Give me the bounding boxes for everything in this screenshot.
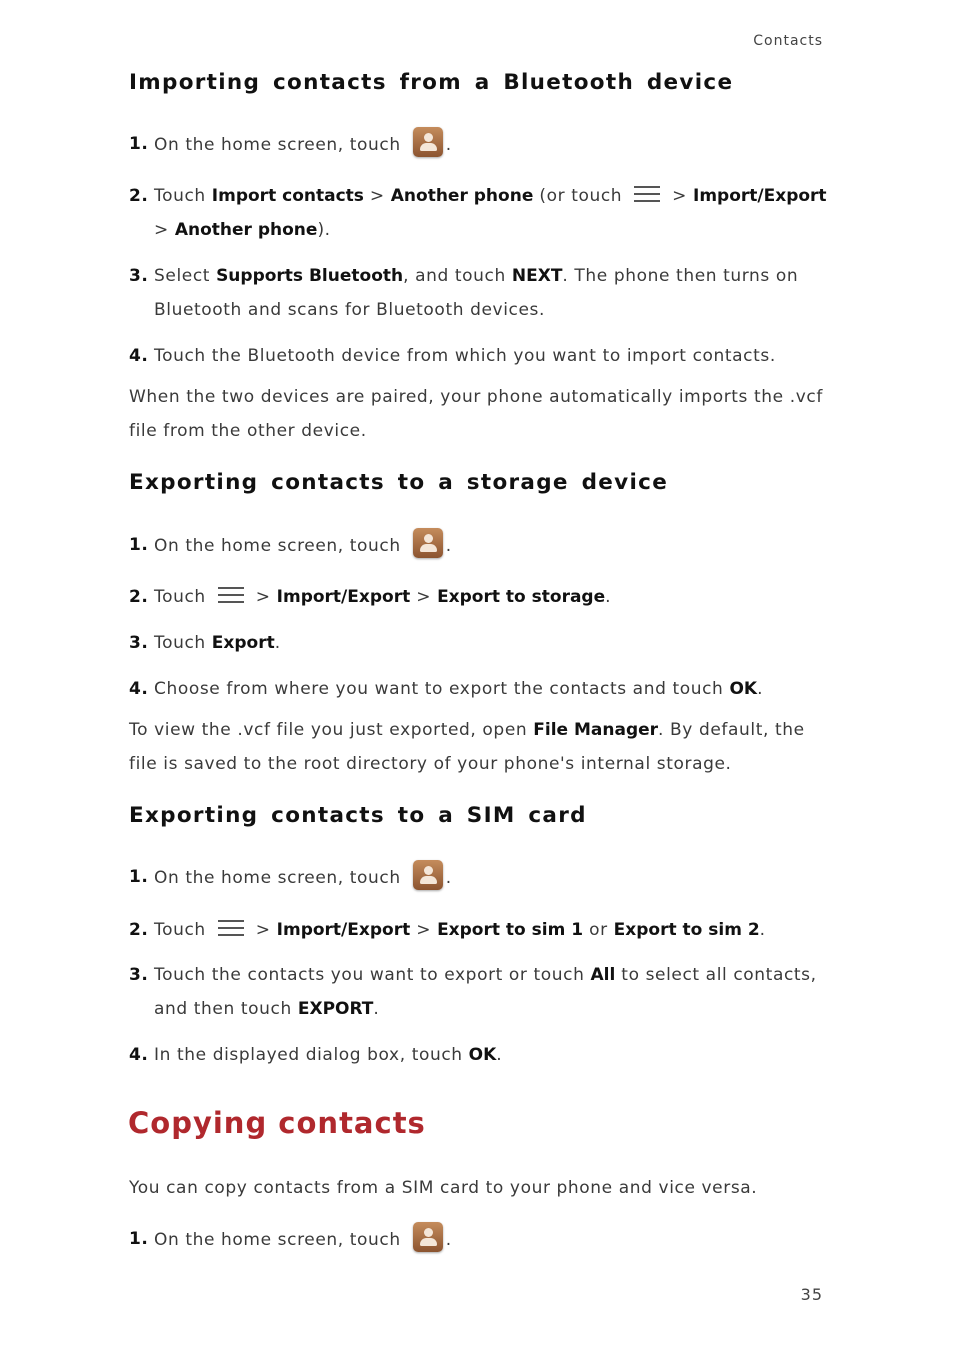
import-note: When the two devices are paired, your phone automatically imports the .vcf file from the other device.	[129, 387, 823, 441]
step-number: 1.	[129, 1229, 149, 1249]
contacts-app-icon	[413, 860, 443, 890]
export-sim-step-1: 1. On the home screen, touch .	[129, 860, 829, 895]
menu-icon	[218, 919, 244, 937]
section-heading-import-bluetooth: Importing contacts from a Bluetooth device	[129, 70, 734, 95]
step-number: 4.	[129, 346, 149, 366]
menu-icon	[634, 185, 660, 203]
section-heading-export-sim: Exporting contacts to a SIM card	[129, 803, 587, 828]
step-number: 3.	[129, 633, 149, 653]
export-sim-step-4: 4. In the displayed dialog box, touch OK.	[129, 1038, 829, 1072]
export-storage-step-2: 2. Touch > Import/Export > Export to storage.	[129, 580, 829, 614]
import-step-3: 3. Select Supports Bluetooth, and touch NEXT. The phone then turns on Bluetooth and scans for Bluetooth devices.	[129, 259, 829, 327]
import-step-4: 4. Touch the Bluetooth device from which you want to import contacts.	[129, 339, 829, 373]
step-number: 2.	[129, 186, 149, 206]
step-number: 2.	[129, 587, 149, 607]
export-sim-step-3: 3. Touch the contacts you want to export or touch All to select all contacts, and then touch EXPORT.	[129, 958, 829, 1026]
export-storage-step-1: 1. On the home screen, touch .	[129, 528, 829, 563]
import-step-2: 2. Touch Import contacts > Another phone (or touch > Import/Export > Another phone).	[129, 179, 829, 247]
step-number: 1.	[129, 535, 149, 555]
export-sim-step-2: 2. Touch > Import/Export > Export to sim 1 or Export to sim 2.	[129, 913, 829, 947]
step-number: 2.	[129, 920, 149, 940]
contacts-app-icon	[413, 1222, 443, 1252]
chapter-heading-copying-contacts: Copying contacts	[128, 1106, 426, 1140]
export-storage-step-4: 4. Choose from where you want to export the contacts and touch OK.	[129, 672, 829, 706]
contacts-app-icon	[413, 528, 443, 558]
copy-step-1: 1. On the home screen, touch .	[129, 1222, 829, 1257]
running-header: Contacts	[753, 33, 823, 49]
step-number: 4.	[129, 1045, 149, 1065]
step-number: 1.	[129, 867, 149, 887]
export-storage-step-3: 3. Touch Export.	[129, 626, 829, 660]
export-storage-note: To view the .vcf file you just exported, open File Manager. By default, the file is saved to the root directory of your phone's internal storage.	[129, 720, 805, 774]
import-step-1: 1. On the home screen, touch .	[129, 127, 829, 162]
contacts-app-icon	[413, 127, 443, 157]
section-heading-export-storage: Exporting contacts to a storage device	[129, 470, 669, 495]
step-number: 4.	[129, 679, 149, 699]
copying-intro: You can copy contacts from a SIM card to your phone and vice versa.	[129, 1178, 758, 1198]
step-number: 3.	[129, 965, 149, 985]
step-number: 3.	[129, 266, 149, 286]
page-number: 35	[800, 1285, 823, 1304]
step-number: 1.	[129, 134, 149, 154]
menu-icon	[218, 586, 244, 604]
